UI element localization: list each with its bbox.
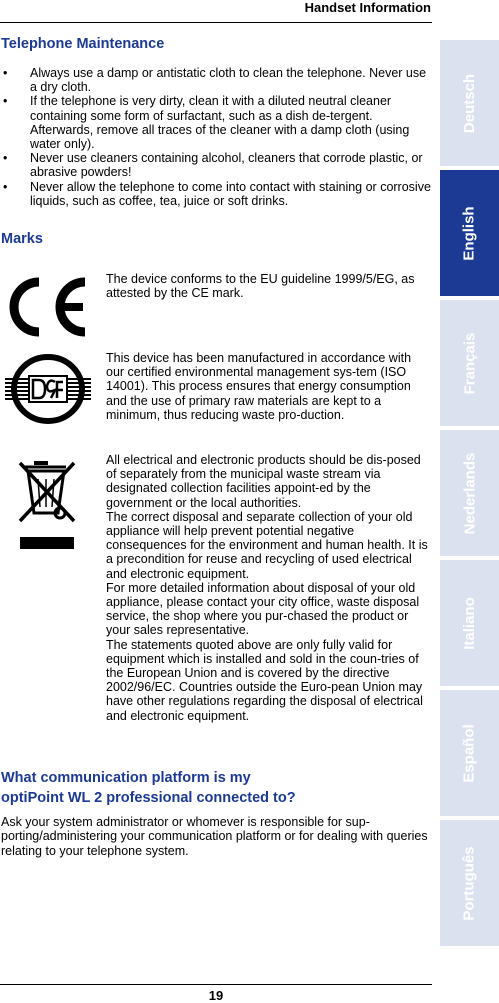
tab-espanol[interactable]: Español — [440, 690, 499, 816]
tab-portugues[interactable]: Português — [440, 820, 499, 946]
platform-heading: What communication platform is my optiPoint WL 2 professional connected to? — [1, 770, 296, 806]
tab-english[interactable]: English — [440, 170, 499, 296]
weee-mark-text — [106, 453, 432, 723]
header-rule — [0, 22, 432, 23]
list-item: • Always use a damp or antistatic cloth to clean the telephone. Never use a dry cloth. — [3, 66, 427, 95]
marks-heading: Marks — [1, 231, 43, 247]
ce-mark-icon — [5, 276, 91, 338]
platform-text: Ask your system administrator or whomever is responsible for sup-porting/administering your communication platform or for dealing with queries relating to your telephone system. — [1, 815, 428, 858]
running-header: Handset Information — [304, 0, 431, 15]
dqs-certification-icon — [5, 354, 91, 424]
dqs-mark-text: This device has been manufactured in accordance with our certified environmental management sys-tem (ISO 14001). This process ensures that energy consumption and the use of primary raw materials are kept to a minimum, thus reducing waste pro-duction. — [106, 351, 412, 422]
tab-italiano[interactable]: Italiano — [440, 560, 499, 686]
maintenance-heading: Telephone Maintenance — [1, 36, 165, 52]
tab-francais[interactable]: Français — [440, 300, 499, 426]
tab-nederlands[interactable]: Nederlands — [440, 430, 499, 556]
page-number: 19 — [208, 988, 224, 1003]
weee-paragraph: The correct disposal and separate collection of your old appliance will help prevent potential negative consequences for the environment and human health. It is a precondition for reuse and recycling of used electrical and electronic equipment. — [106, 509, 428, 581]
ce-mark-text: The device conforms to the EU guideline 1999/5/EG, as attested by the CE mark. — [106, 272, 415, 301]
maintenance-list — [0, 66, 432, 208]
language-tabs — [440, 40, 499, 950]
footer-rule — [0, 984, 432, 985]
weee-paragraph: All electrical and electronic products should be dis-posed of separately from the municipal waste stream via designated collection facilities appoint-ed by the government or the local authorities. — [106, 453, 421, 510]
weee-paragraph: The statements quoted above are only fully valid for equipment which is installed and sold in the coun-tries of the European Union and is covered by the directive 2002/96/EC. Countries outside the Euro-pean Union may have other regulations regarding the disposal of electrical and electronic equipment. — [106, 637, 423, 723]
list-item: • Never use cleaners containing alcohol, cleaners that corrode plastic, or abrasive powders! — [3, 151, 423, 180]
crossed-out-bin-icon — [16, 457, 82, 553]
list-item: • Never allow the telephone to come into contact with staining or corrosive liquids, such as coffee, tea, juice or soft drinks. — [3, 179, 431, 208]
list-item: • If the telephone is very dirty, clean it with a diluted neutral cleaner containing some form of surfactant, such as a dish de-tergent. Afterwards, remove all traces of the cleaner with a damp cloth (using water only). — [3, 94, 410, 152]
weee-paragraph: For more detailed information about disposal of your old appliance, please contact your city office, waste disposal service, the shop where you pur-chased the product or your sales representative. — [106, 580, 420, 638]
tab-deutsch[interactable]: Deutsch — [440, 40, 499, 166]
